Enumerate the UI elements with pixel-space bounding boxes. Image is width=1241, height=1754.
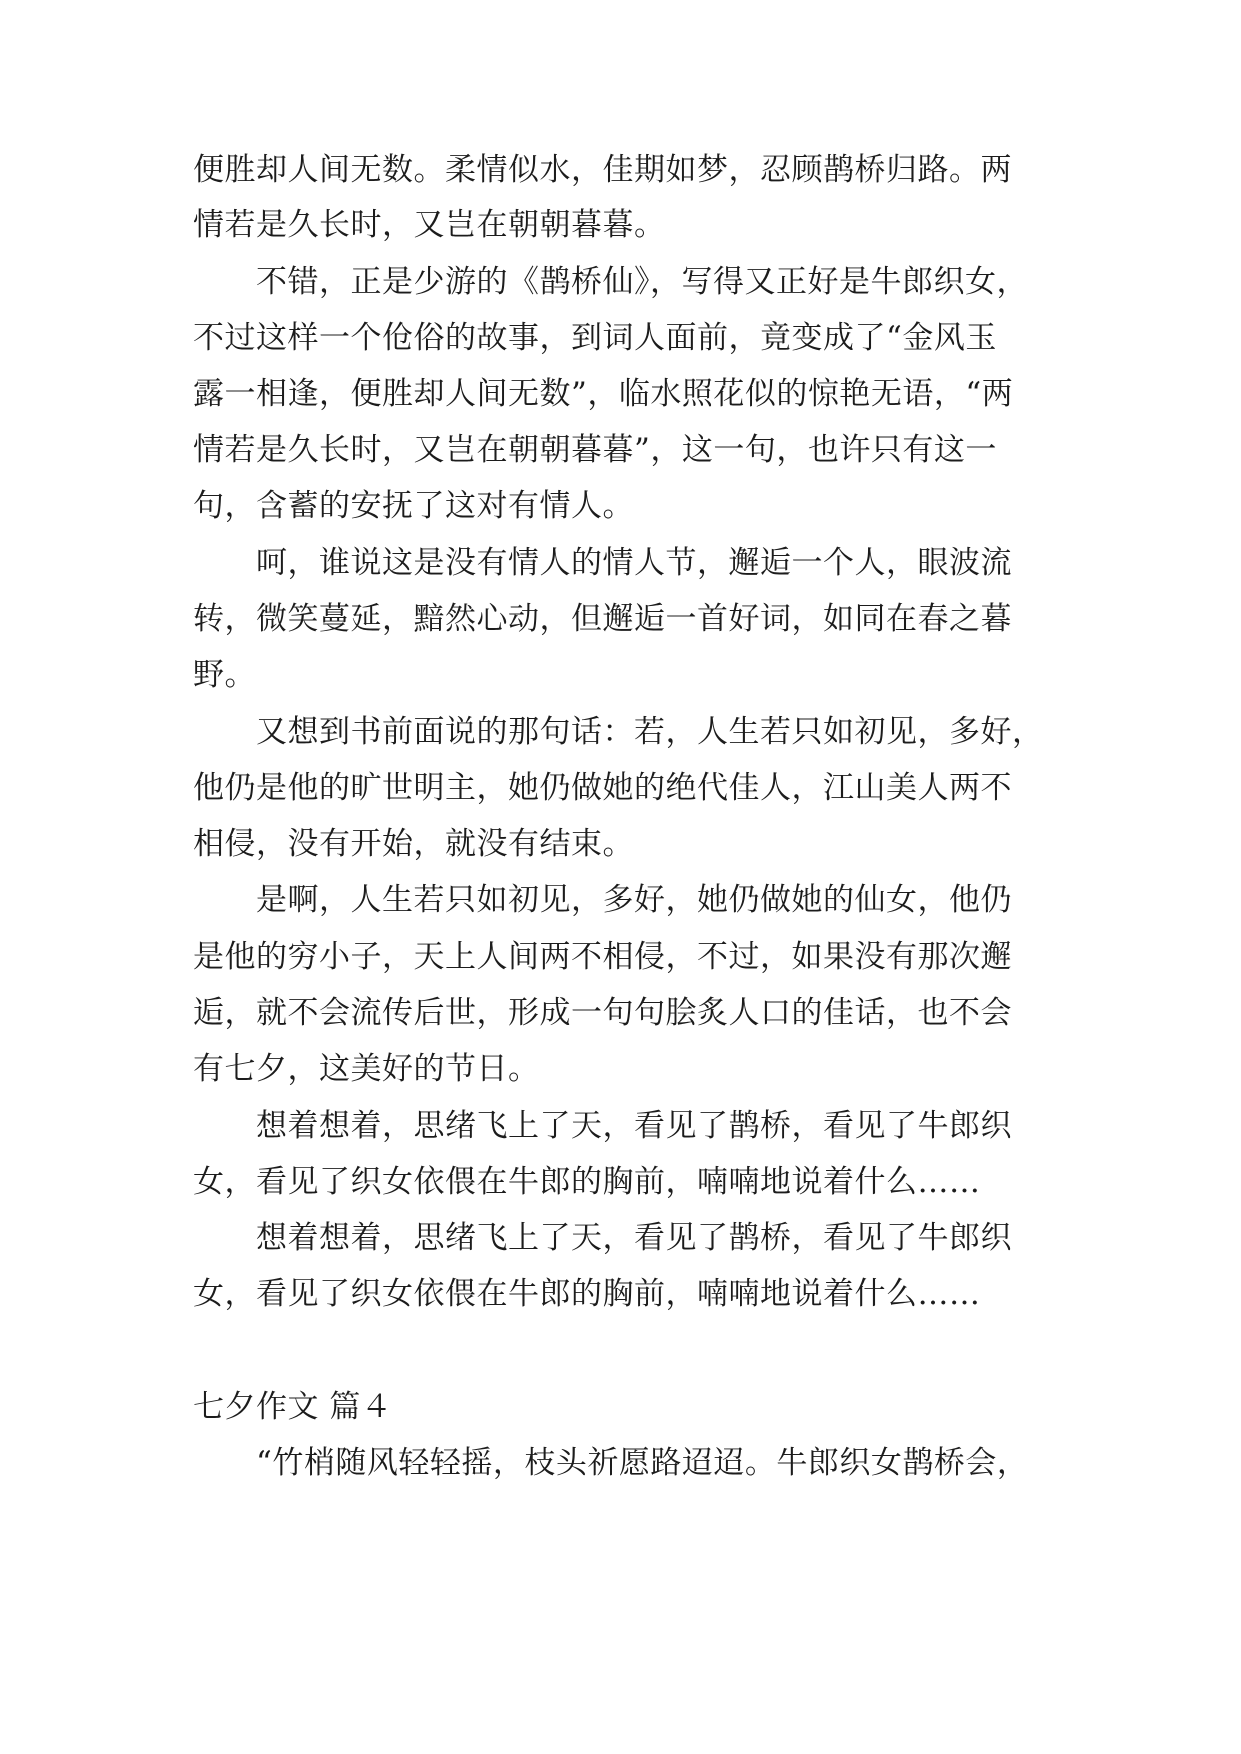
text-line: 想着想着，思绪飞上了天，看见了鹊桥，看见了牛郎织 [193,1220,1012,1256]
text-line: 不过这样一个伧俗的故事，到词人面前，竟变成了“金风玉 [193,320,997,356]
text-line: “竹梢随风轻轻摇，枝头祈愿路迢迢。牛郎织女鹊桥会， [193,1445,1029,1481]
text-line: 有七夕，这美好的节日。 [193,1051,540,1087]
text-line: 露一相逢，便胜却人间无数”，临水照花似的惊艳无语，“两 [193,376,1014,412]
text-line: 句，含蓄的安抚了这对有情人。 [193,488,634,524]
text-line: 逅，就不会流传后世，形成一句句脍炙人口的佳话，也不会 [193,995,1012,1031]
text-line: 情若是久长时，又岂在朝朝暮暮。 [193,207,666,243]
text-line: 便胜却人间无数。柔情似水，佳期如梦，忍顾鹊桥归路。两 [193,152,1012,188]
text-line: 相侵，没有开始，就没有结束。 [193,826,634,862]
text-line: 想着想着，思绪飞上了天，看见了鹊桥，看见了牛郎织 [193,1108,1012,1144]
text-line: 女，看见了织女依偎在牛郎的胸前，喃喃地说着什么…… [193,1164,981,1200]
text-line: 野。 [193,657,256,693]
text-line: 又想到书前面说的那句话：若，人生若只如初见，多好， [193,714,1044,750]
section-heading: 七夕作文 篇４ [193,1389,393,1425]
text-line: 转，微笑蔓延，黯然心动，但邂逅一首好词，如同在春之暮 [193,601,1012,637]
text-line: 情若是久长时，又岂在朝朝暮暮”，这一句，也许只有这一 [193,432,997,468]
text-line: 是啊，人生若只如初见，多好，她仍做她的仙女，他仍 [193,882,1012,918]
text-line: 呵，谁说这是没有情人的情人节，邂逅一个人，眼波流 [193,545,1012,581]
text-line: 不错，正是少游的《鹊桥仙》，写得又正好是牛郎织女， [193,264,1028,300]
text-line: 是他的穷小子，天上人间两不相侵，不过，如果没有那次邂 [193,939,1012,975]
text-line: 女，看见了织女依偎在牛郎的胸前，喃喃地说着什么…… [193,1276,981,1312]
text-line: 他仍是他的旷世明主，她仍做她的绝代佳人，江山美人两不 [193,770,1012,806]
